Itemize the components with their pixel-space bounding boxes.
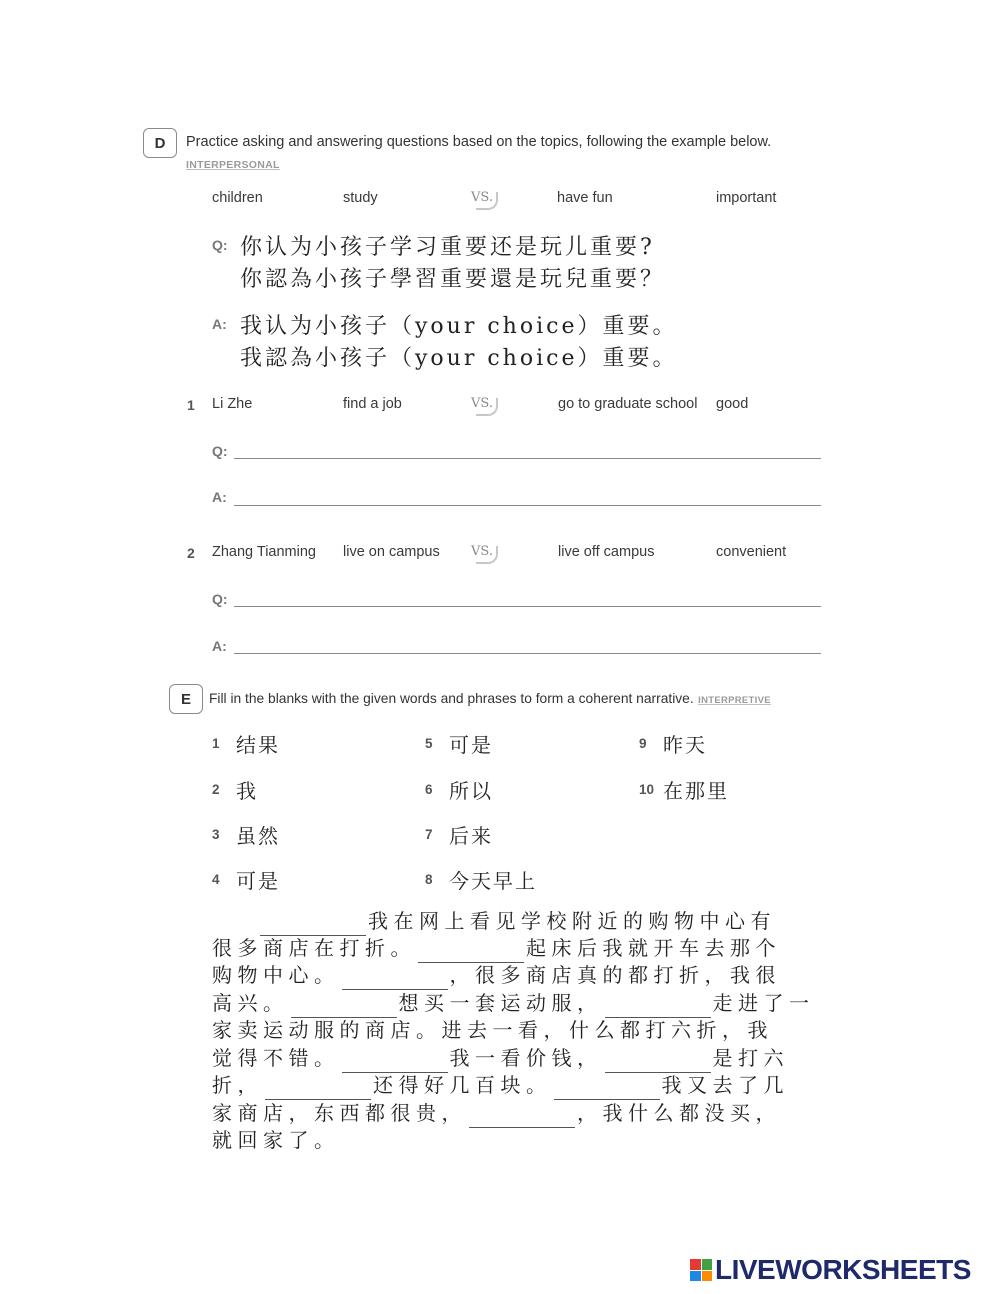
a-label: A: [212, 638, 227, 654]
example-q-simplified: 你认为小孩子学习重要还是玩儿重要? [240, 235, 655, 260]
blank-input[interactable] [342, 969, 448, 990]
item-number: 1 [187, 397, 195, 413]
item-word: convenient [716, 544, 787, 560]
example-word-4: important [716, 190, 777, 206]
option-number: 1 [212, 736, 220, 751]
item-word: live off campus [558, 544, 655, 560]
item-1-question-answer-line[interactable] [234, 458, 821, 459]
option-number: 4 [212, 872, 220, 887]
example-word-1: children [212, 190, 263, 206]
vs-label: VS. [471, 544, 493, 559]
option-number: 6 [425, 782, 433, 797]
example-word-3: have fun [557, 190, 613, 206]
option-text: 所以 [449, 779, 493, 803]
item-word: live on campus [343, 544, 440, 560]
option-text: 虽然 [236, 824, 280, 848]
passage-line: 就回家了。 [212, 1128, 340, 1152]
passage-line: 家卖运动服的商店。进去一看，什么都打六折，我 [212, 1018, 773, 1042]
option-text: 结果 [236, 733, 280, 757]
option-number: 3 [212, 827, 220, 842]
item-number: 2 [187, 545, 195, 561]
example-a-traditional: 我認為小孩子（your choice）重要。 [240, 346, 678, 371]
vs-decoration [476, 398, 498, 416]
section-d-badge: D [143, 128, 177, 158]
blank-input[interactable] [605, 997, 711, 1018]
option-number: 9 [639, 736, 647, 751]
logo-text: LIVEWORKSHEETS [715, 1254, 971, 1285]
option-text: 可是 [236, 869, 280, 893]
item-word: good [716, 396, 749, 412]
item-word: Zhang Tianming [212, 544, 316, 560]
section-e-instruction: Fill in the blanks with the given words and phrases to form a coherent narrative. [209, 691, 694, 706]
section-e-tag: INTERPRETIVE [698, 695, 771, 706]
blank-input[interactable] [260, 915, 366, 936]
vs-label: VS. [471, 396, 493, 411]
blank-input[interactable] [605, 1052, 711, 1073]
option-text: 我 [236, 779, 258, 803]
option-number: 7 [425, 827, 433, 842]
example-word-2: study [343, 190, 378, 206]
option-number: 2 [212, 782, 220, 797]
q-label: Q: [212, 591, 228, 607]
vs-label: VS. [471, 190, 493, 205]
q-label: Q: [212, 443, 228, 459]
section-d-instruction: Practice asking and answering questions based on the topics, following the example below. [186, 134, 772, 150]
passage-line: 折， 还得好几百块。 我又去了几 [212, 1072, 789, 1100]
liveworksheets-logo [690, 1254, 971, 1286]
blank-input[interactable] [342, 1052, 448, 1073]
passage-line: 我在网上看见学校附近的购物中心有 [212, 908, 776, 936]
example-q-traditional: 你認為小孩子學習重要還是玩兒重要？ [240, 267, 666, 292]
passage-line: 觉得不错。 我一看价钱， 是打六 [212, 1045, 789, 1073]
passage-line: 家商店，东西都很贵， ，我什么都没买， [212, 1100, 781, 1128]
option-number: 10 [639, 782, 655, 797]
logo-cube-icon [690, 1259, 712, 1281]
section-e-header [209, 690, 771, 708]
option-text: 后来 [449, 824, 493, 848]
blank-input[interactable] [554, 1079, 660, 1100]
item-word: Li Zhe [212, 396, 253, 412]
option-text: 在那里 [663, 779, 729, 803]
blank-input[interactable] [265, 1079, 371, 1100]
item-word: find a job [343, 396, 402, 412]
passage-line: 购物中心。 ，很多商店真的都打折，我很 [212, 962, 781, 990]
passage-line: 很多商店在打折。 起床后我就开车去那个 [212, 935, 781, 963]
option-text: 昨天 [663, 733, 707, 757]
blank-input[interactable] [469, 1107, 575, 1128]
example-a-label: A: [212, 316, 227, 332]
item-word: go to graduate school [558, 396, 698, 412]
blank-input[interactable] [291, 997, 397, 1018]
option-number: 8 [425, 872, 433, 887]
example-a-simplified: 我认为小孩子（your choice）重要。 [240, 314, 678, 339]
section-e-badge: E [169, 684, 203, 714]
passage-line: 高兴。 想买一套运动服， 走进了一 [212, 990, 815, 1018]
vs-decoration [476, 192, 498, 210]
blank-input[interactable] [418, 942, 524, 963]
example-q-label: Q: [212, 237, 228, 253]
a-label: A: [212, 489, 227, 505]
item-2-question-answer-line[interactable] [234, 606, 821, 607]
item-1-answer-line[interactable] [234, 505, 821, 506]
section-d-tag: INTERPERSONAL [186, 159, 280, 171]
vs-decoration [476, 546, 498, 564]
item-2-answer-line[interactable] [234, 653, 821, 654]
option-text: 今天早上 [449, 869, 537, 893]
option-number: 5 [425, 736, 433, 751]
option-text: 可是 [449, 733, 493, 757]
